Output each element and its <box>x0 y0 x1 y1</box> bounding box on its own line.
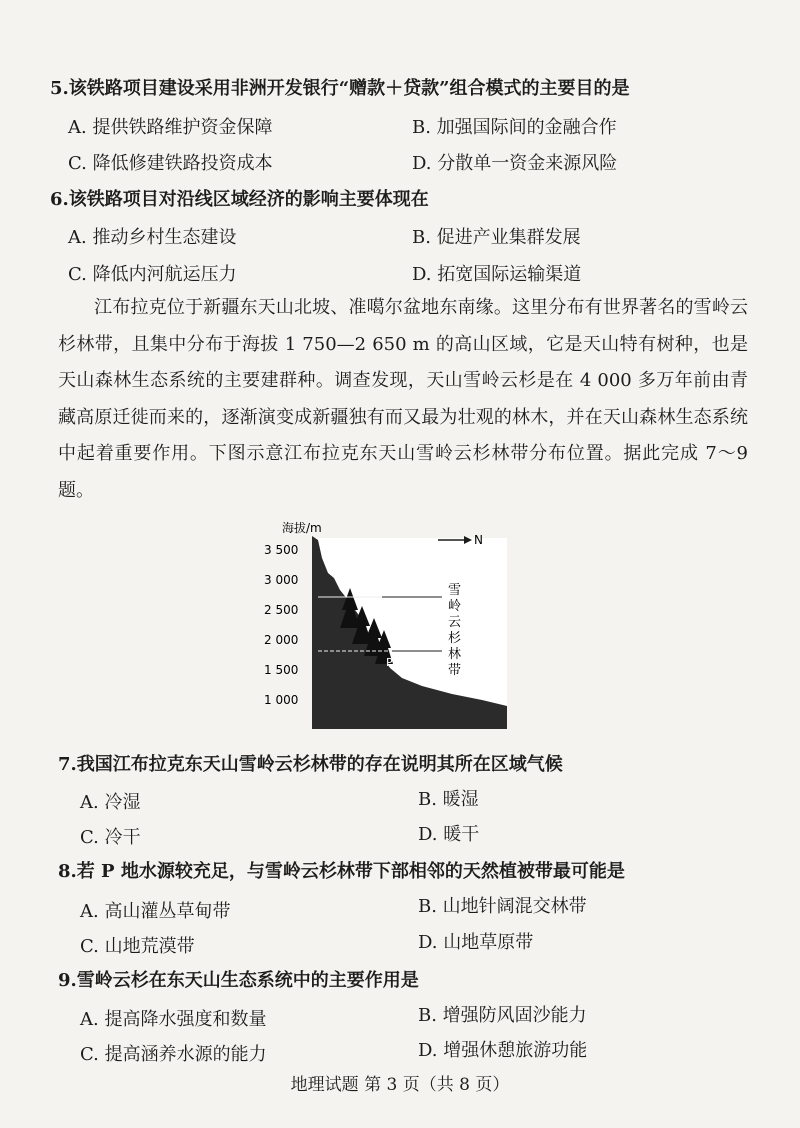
question-7-option-b: B. 暖湿 <box>418 789 479 810</box>
belt-label-char: 岭 <box>448 599 462 614</box>
question-8-option-d: D. 山地草原带 <box>418 932 534 953</box>
question-7-stem: 7.我国江布拉克东天山雪岭云杉林带的存在说明其所在区域气候 <box>58 754 563 775</box>
question-6-option-a: A. 推动乡村生态建设 <box>68 227 237 248</box>
question-8-option-a: A. 高山灌丛草甸带 <box>80 901 231 922</box>
elevation-profile-figure <box>262 518 522 733</box>
north-label: N <box>474 533 483 547</box>
y-tick-2500: 2 500 <box>264 603 299 617</box>
question-7-option-d: D. 暖干 <box>418 824 480 845</box>
y-tick-3000: 3 000 <box>264 573 299 587</box>
y-tick-2000: 2 000 <box>264 633 299 647</box>
page-footer: 地理试题 第 3 页（共 8 页） <box>290 1075 510 1095</box>
reading-passage <box>58 290 748 509</box>
question-6-option-d: D. 拓宽国际运输渠道 <box>412 264 582 285</box>
question-5-option-b: B. 加强国际间的金融合作 <box>412 117 617 138</box>
belt-label-char: 云 <box>448 615 462 630</box>
belt-label-char: 带 <box>448 663 462 678</box>
question-5-stem: 5.该铁路项目建设采用非洲开发银行“赠款＋贷款”组合模式的主要目的是 <box>50 78 630 99</box>
point-p-label: P <box>386 656 393 669</box>
question-9-option-a: A. 提高降水强度和数量 <box>80 1009 267 1030</box>
question-9-option-c: C. 提高涵养水源的能力 <box>80 1044 267 1065</box>
y-tick-1500: 1 500 <box>264 663 299 677</box>
question-8-option-b: B. 山地针阔混交林带 <box>418 896 587 917</box>
question-9-stem: 9.雪岭云杉在东天山生态系统中的主要作用是 <box>58 970 419 991</box>
question-8-stem: 8.若 P 地水源较充足，与雪岭云杉林带下部相邻的天然植被带最可能是 <box>58 861 625 882</box>
question-6-option-c: C. 降低内河航运压力 <box>68 264 237 285</box>
question-6-option-b: B. 促进产业集群发展 <box>412 227 581 248</box>
y-tick-1000: 1 000 <box>264 693 299 707</box>
y-axis-label: 海拔/m <box>282 521 322 535</box>
question-7-option-a: A. 冷湿 <box>80 792 141 813</box>
question-5-option-d: D. 分散单一资金来源风险 <box>412 153 618 174</box>
elevation-profile-svg <box>262 518 522 733</box>
y-tick-3500: 3 500 <box>264 543 299 557</box>
question-9-option-d: D. 增强休憩旅游功能 <box>418 1040 588 1061</box>
question-6-stem: 6.该铁路项目对沿线区域经济的影响主要体现在 <box>50 189 429 210</box>
reading-passage-text: 江布拉克位于新疆东天山北坡、准噶尔盆地东南缘。这里分布有世界著名的雪岭云杉林带，且集中分布于海拔 1 750—2 650 m 的高山区域，它是天山特有树种，也是天山森林生态系统的主要建群种。调查发现，天山雪岭云杉是在 4 000 多万年前由青藏高原迁徙而来的，逐渐演变成新疆独有而又最为壮观的林木，并在天山森林生态系统中起着重要作用。下图示意江布拉克东天山雪岭云杉林带分布位置。据此完成 7～9 题。 <box>58 297 748 501</box>
question-7-option-c: C. 冷干 <box>80 827 141 848</box>
question-5-option-c: C. 降低修建铁路投资成本 <box>68 153 273 174</box>
question-9-option-b: B. 增强防风固沙能力 <box>418 1005 587 1026</box>
belt-label-char: 杉 <box>448 631 462 646</box>
question-5-option-a: A. 提供铁路维护资金保障 <box>68 117 273 138</box>
belt-label-char: 雪 <box>448 583 462 598</box>
question-8-option-c: C. 山地荒漠带 <box>80 936 195 957</box>
belt-label-char: 林 <box>448 647 462 662</box>
